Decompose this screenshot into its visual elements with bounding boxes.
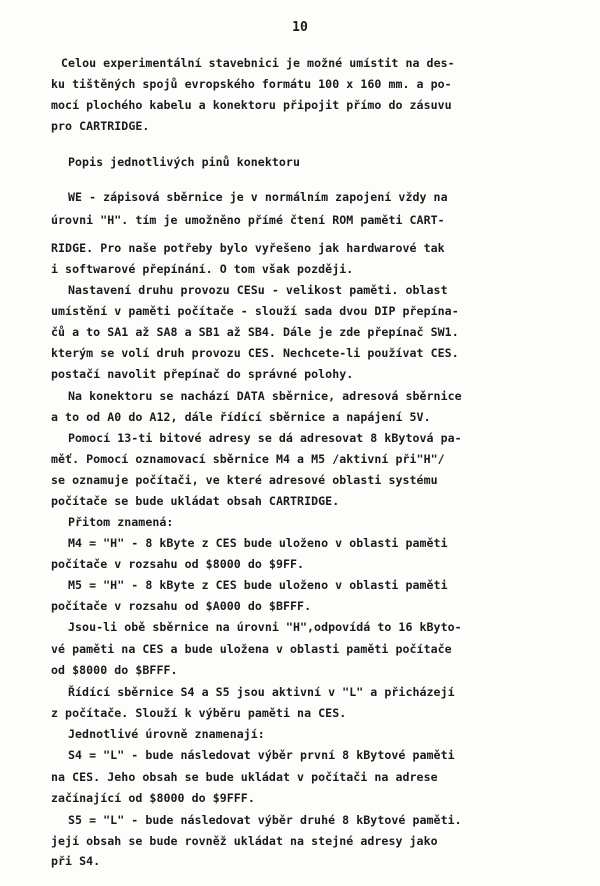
- body-line: S4 = "L" - bude následovat výběr první 8 kBytové paměti: [68, 748, 455, 762]
- body-line: postačí navolit přepínač do správné polohy.: [51, 367, 354, 381]
- body-line: M4 = "H" - 8 kByte z CES bude uloženo v oblasti paměti: [68, 536, 448, 550]
- body-line: kterým se volí druh provozu CES. Nechcete-li používat CES.: [51, 346, 459, 360]
- page-number: 10: [292, 20, 308, 35]
- body-line: Přitom znamená:: [68, 515, 174, 529]
- body-line: Jsou-li obě sběrnice na úrovni "H",odpovídá to 16 kByto-: [68, 620, 462, 634]
- intro-line: pro CARTRIDGE.: [51, 119, 150, 133]
- body-line: a to od A0 do A12, dále řídící sběrnice a napájení 5V.: [51, 410, 431, 424]
- body-line: WE - zápisová sběrnice je v normálním zapojení vždy na: [68, 190, 448, 204]
- intro-line: ku tištěných spojů evropského formátu 100 x 160 mm. a po-: [51, 77, 452, 91]
- body-line: na CES. Jeho obsah se bude ukládat v počítači na adrese: [51, 770, 438, 784]
- body-line: z počítače. Slouží k výběru paměti na CES.: [51, 706, 347, 720]
- body-line: umístění v paměti počítače - slouží sada dvou DIP přepína-: [51, 304, 459, 318]
- body-line: čů a to SA1 až SA8 a SB1 až SB4. Dále je zde přepínač SW1.: [51, 325, 459, 339]
- intro-line: mocí plochého kabelu a konektoru připojit přímo do zásuvu: [51, 98, 452, 112]
- body-line: počítače se bude ukládat obsah CARTRIDGE.: [51, 494, 340, 508]
- body-line: Pomocí 13-ti bitové adresy se dá adresovat 8 kBytová pa-: [68, 431, 462, 445]
- body-line: počítače v rozsahu od $8000 do $9FF.: [51, 557, 305, 571]
- body-line: RIDGE. Pro naše potřeby bylo vyřešeno jak hardwarové tak: [51, 241, 445, 255]
- body-line: při S4.: [51, 854, 101, 868]
- body-line: počítače v rozsahu od $A000 do $BFFF.: [51, 599, 312, 613]
- section-heading: Popis jednotlivých pinů konektoru: [68, 155, 300, 169]
- body-line: její obsah se bude rovněž ukládat na stejné adresy jako: [51, 834, 438, 848]
- body-line: se oznamuje počítači, ve které adresové oblasti systému: [51, 473, 438, 487]
- body-line: úrovni "H". tím je umožněno přímé čtení ROM paměti CART-: [51, 213, 445, 227]
- body-line: Na konektoru se nachází DATA sběrnice, adresová sběrnice: [68, 389, 462, 403]
- body-line: vé paměti na CES a bude uložena v oblasti paměti počítače: [51, 642, 452, 656]
- body-line: i softwarové přepínání. O tom však později.: [51, 262, 354, 276]
- body-line: Řídící sběrnice S4 a S5 jsou aktivní v "L" a přicházejí: [68, 685, 455, 699]
- intro-line: Celou experimentální stavebnici je možné umístit na des-: [61, 56, 455, 70]
- body-line: Nastavení druhu provozu CESu - velikost paměti. oblast: [68, 283, 448, 297]
- body-line: Jednotlivé úrovně znamenají:: [68, 727, 265, 741]
- body-line: od $8000 do $BFFF.: [51, 663, 178, 677]
- body-line: začínající od $8000 do $9FFF.: [51, 791, 255, 805]
- body-line: měť. Pomocí oznamovací sběrnice M4 a M5 /aktivní při"H"/: [51, 452, 445, 466]
- body-line: S5 = "L" - bude následovat výběr druhé 8 kBytové paměti.: [68, 813, 462, 827]
- body-line: M5 = "H" - 8 kByte z CES bude uloženo v oblasti paměti: [68, 578, 448, 592]
